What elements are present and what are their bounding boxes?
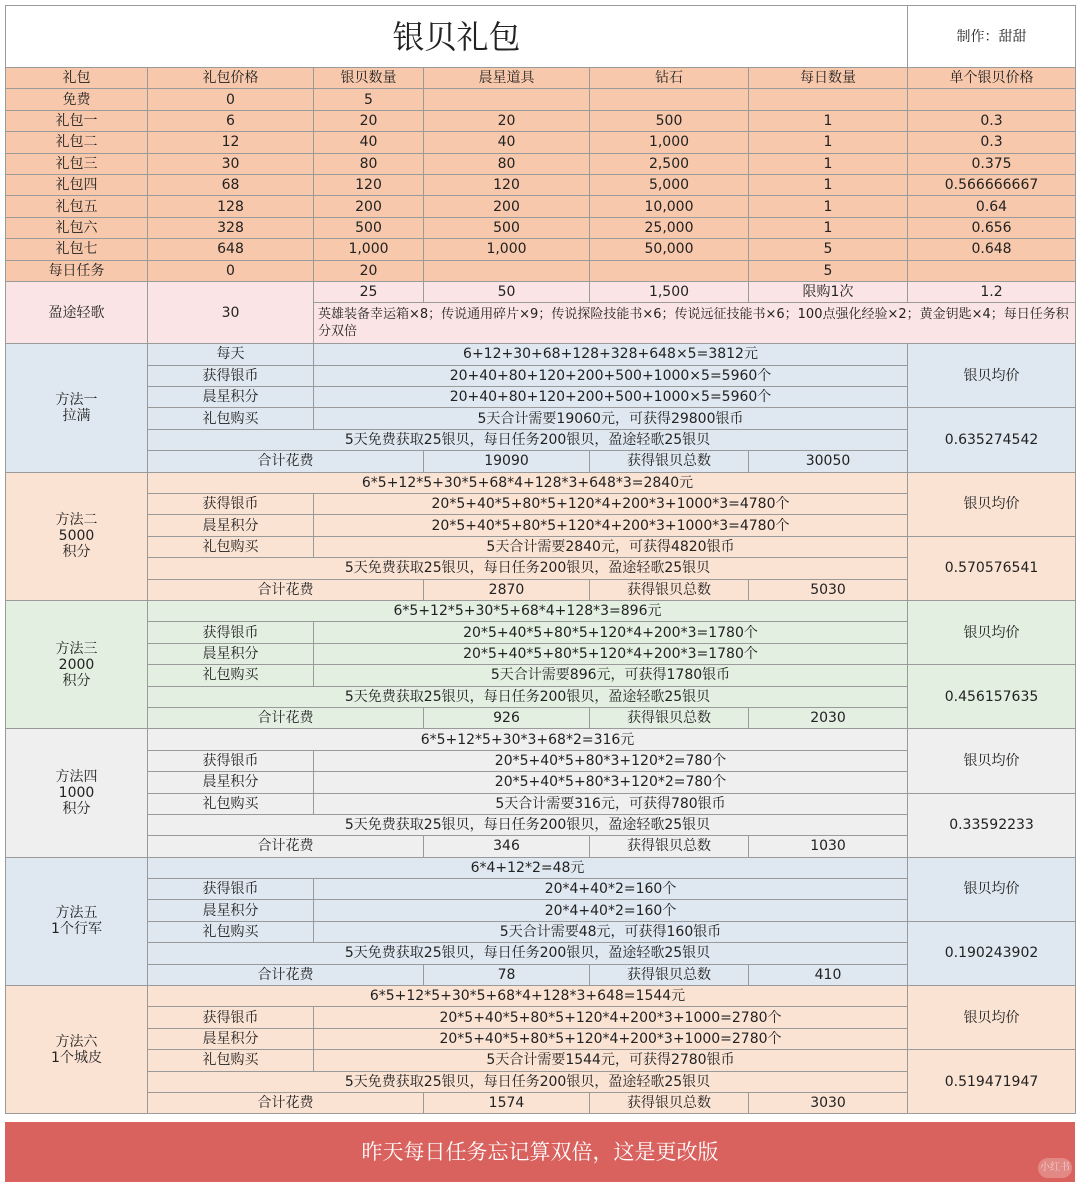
row-label: 礼包购买 — [148, 536, 314, 557]
package-value: 0.375 — [908, 153, 1076, 174]
total-cost-label: 合计花费 — [148, 451, 424, 472]
spreadsheet — [5, 5, 1075, 1123]
free-line: 5天免费获取25银贝，每日任务200银贝，盈途轻歌25银贝 — [148, 814, 908, 835]
avg-value: 0.570576541 — [908, 536, 1076, 600]
row-label: 获得银币 — [148, 494, 314, 515]
package-value: 648 — [148, 239, 314, 260]
package-value: 0 — [148, 89, 314, 110]
package-value — [908, 89, 1076, 110]
total-silver-value: 5030 — [749, 579, 908, 600]
total-silver-value: 30050 — [749, 451, 908, 472]
package-value: 500 — [424, 217, 590, 238]
row-label: 晨星积分 — [148, 643, 314, 664]
package-value: 200 — [314, 196, 424, 217]
package-value: 128 — [148, 196, 314, 217]
total-silver-label: 获得银贝总数 — [590, 964, 749, 985]
row-label: 晨星积分 — [148, 515, 314, 536]
package-value: 1,000 — [424, 239, 590, 260]
column-header: 晨星道具 — [424, 68, 590, 89]
package-value: 500 — [590, 110, 749, 131]
package-value — [590, 89, 749, 110]
package-value — [424, 89, 590, 110]
row-label: 晨星积分 — [148, 900, 314, 921]
package-value: 5,000 — [590, 174, 749, 195]
package-value: 40 — [424, 132, 590, 153]
package-value: 1 — [749, 217, 908, 238]
yingtu-item: 50 — [424, 281, 590, 302]
package-name: 礼包五 — [6, 196, 148, 217]
total-silver-label: 获得银贝总数 — [590, 707, 749, 728]
column-header: 单个银贝价格 — [908, 68, 1076, 89]
total-cost-value: 926 — [424, 707, 590, 728]
method-row — [6, 986, 1076, 1007]
total-cost-value: 1574 — [424, 1092, 590, 1113]
package-value: 20 — [314, 110, 424, 131]
free-line: 5天免费获取25银贝，每日任务200银贝，盈途轻歌25银贝 — [148, 429, 908, 450]
method-row — [6, 344, 1076, 365]
page-title: 银贝礼包 — [6, 6, 908, 68]
purchase-summary: 5天合计需要896元，可获得1780银币 — [314, 665, 908, 686]
points-formula: 20*5+40*5+80*5+120*4+200*3=1780个 — [314, 643, 908, 664]
total-silver-label: 获得银贝总数 — [590, 836, 749, 857]
avg-label: 银贝均价 — [908, 600, 1076, 664]
total-silver-label: 获得银贝总数 — [590, 579, 749, 600]
free-line: 5天免费获取25银贝，每日任务200银贝，盈途轻歌25银贝 — [148, 686, 908, 707]
avg-value: 0.635274542 — [908, 408, 1076, 472]
row-label: 礼包购买 — [148, 921, 314, 942]
cost-formula: 6*5+12*5+30*5+68*4+128*3+648*3=2840元 — [148, 472, 908, 493]
method-name: 方法一 拉满 — [6, 344, 148, 472]
header-row — [6, 68, 1076, 89]
silver-formula: 20*5+40*5+80*3+120*2=780个 — [314, 750, 908, 771]
package-value — [590, 260, 749, 281]
row-label: 晨星积分 — [148, 1028, 314, 1049]
silver-formula: 20*5+40*5+80*5+120*4+200*3+1000*3=4780个 — [314, 494, 908, 515]
silver-formula: 20*5+40*5+80*5+120*4+200*3=1780个 — [314, 622, 908, 643]
silver-formula: 20+40+80+120+200+500+1000×5=5960个 — [314, 365, 908, 386]
row-label: 获得银币 — [148, 879, 314, 900]
points-formula: 20*5+40*5+80*5+120*4+200*3+1000=2780个 — [314, 1028, 908, 1049]
purchase-summary: 5天合计需要316元，可获得780银币 — [314, 793, 908, 814]
total-silver-value: 1030 — [749, 836, 908, 857]
package-value: 5 — [314, 89, 424, 110]
yingtu-name: 盈途轻歌 — [6, 281, 148, 343]
row-label: 礼包购买 — [148, 408, 314, 429]
yingtu-unit-price: 1.2 — [908, 281, 1076, 302]
package-value: 6 — [148, 110, 314, 131]
package-value: 500 — [314, 217, 424, 238]
package-value: 80 — [424, 153, 590, 174]
points-formula: 20*5+40*5+80*5+120*4+200*3+1000*3=4780个 — [314, 515, 908, 536]
total-cost-label: 合计花费 — [148, 1092, 424, 1113]
package-value: 12 — [148, 132, 314, 153]
package-name: 每日任务 — [6, 260, 148, 281]
total-cost-value: 19090 — [424, 451, 590, 472]
package-value: 0.656 — [908, 217, 1076, 238]
points-formula: 20+40+80+120+200+500+1000×5=5960个 — [314, 387, 908, 408]
package-value: 40 — [314, 132, 424, 153]
package-value: 0.64 — [908, 196, 1076, 217]
package-value: 10,000 — [590, 196, 749, 217]
method-row — [6, 1050, 1076, 1071]
package-row — [6, 260, 1076, 281]
package-value — [424, 260, 590, 281]
row-label: 每天 — [148, 344, 314, 365]
method-row — [6, 729, 1076, 750]
package-name: 礼包七 — [6, 239, 148, 260]
method-name: 方法五 1个行军 — [6, 857, 148, 985]
total-silver-value: 3030 — [749, 1092, 908, 1113]
package-value: 0 — [148, 260, 314, 281]
method-name: 方法六 1个城皮 — [6, 986, 148, 1114]
avg-label: 银贝均价 — [908, 344, 1076, 408]
method-row — [6, 536, 1076, 557]
package-name: 礼包三 — [6, 153, 148, 174]
yingtu-diamond: 1,500 — [590, 281, 749, 302]
package-value: 25,000 — [590, 217, 749, 238]
method-name: 方法二 5000 积分 — [6, 472, 148, 600]
package-value: 1 — [749, 110, 908, 131]
package-name: 礼包一 — [6, 110, 148, 131]
method-row — [6, 600, 1076, 621]
package-value: 20 — [424, 110, 590, 131]
package-value: 1 — [749, 196, 908, 217]
package-value: 50,000 — [590, 239, 749, 260]
package-value: 30 — [148, 153, 314, 174]
package-name: 礼包六 — [6, 217, 148, 238]
silver-formula: 20*4+40*2=160个 — [314, 879, 908, 900]
free-line: 5天免费获取25银贝，每日任务200银贝，盈途轻歌25银贝 — [148, 1071, 908, 1092]
row-label: 获得银币 — [148, 750, 314, 771]
row-label: 获得银币 — [148, 622, 314, 643]
package-value: 20 — [314, 260, 424, 281]
cost-formula: 6+12+30+68+128+328+648×5=3812元 — [314, 344, 908, 365]
row-label: 晨星积分 — [148, 772, 314, 793]
author-credit: 制作：甜甜 — [908, 6, 1076, 68]
total-silver-label: 获得银贝总数 — [590, 451, 749, 472]
purchase-summary: 5天合计需要19060元，可获得29800银币 — [314, 408, 908, 429]
package-row — [6, 239, 1076, 260]
package-row — [6, 217, 1076, 238]
yingtu-description: 英雄装备幸运箱×8；传说通用碎片×9；传说探险技能书×6；传说远征技能书×6；100点强化经验×2；黄金钥匙×4；每日任务积分双倍 — [314, 303, 1076, 344]
avg-value: 0.519471947 — [908, 1050, 1076, 1114]
total-cost-label: 合计花费 — [148, 707, 424, 728]
avg-value: 0.33592233 — [908, 793, 1076, 857]
package-value: 200 — [424, 196, 590, 217]
silver-shell-gift-table — [5, 5, 1076, 1114]
yingtu-silver: 25 — [314, 281, 424, 302]
total-silver-value: 2030 — [749, 707, 908, 728]
yingtu-row — [6, 281, 1076, 302]
package-value: 0.3 — [908, 132, 1076, 153]
total-cost-label: 合计花费 — [148, 836, 424, 857]
package-value — [908, 260, 1076, 281]
purchase-summary: 5天合计需要1544元，可获得2780银币 — [314, 1050, 908, 1071]
package-row — [6, 110, 1076, 131]
column-header: 钻石 — [590, 68, 749, 89]
points-formula: 20*5+40*5+80*3+120*2=780个 — [314, 772, 908, 793]
total-cost-label: 合计花费 — [148, 579, 424, 600]
yingtu-limit: 限购1次 — [749, 281, 908, 302]
package-row — [6, 132, 1076, 153]
row-label: 晨星积分 — [148, 387, 314, 408]
cost-formula: 6*5+12*5+30*5+68*4+128*3=896元 — [148, 600, 908, 621]
package-value: 328 — [148, 217, 314, 238]
yingtu-price: 30 — [148, 281, 314, 343]
method-row — [6, 665, 1076, 686]
silver-formula: 20*5+40*5+80*5+120*4+200*3+1000=2780个 — [314, 1007, 908, 1028]
avg-label: 银贝均价 — [908, 729, 1076, 793]
footer-banner: 昨天每日任务忘记算双倍，这是更改版 — [5, 1122, 1075, 1182]
package-row — [6, 153, 1076, 174]
column-header: 银贝数量 — [314, 68, 424, 89]
purchase-summary: 5天合计需要48元，可获得160银币 — [314, 921, 908, 942]
package-value — [749, 89, 908, 110]
package-value: 1 — [749, 132, 908, 153]
avg-value: 0.456157635 — [908, 665, 1076, 729]
total-silver-value: 410 — [749, 964, 908, 985]
total-silver-label: 获得银贝总数 — [590, 1092, 749, 1113]
free-line: 5天免费获取25银贝，每日任务200银贝，盈途轻歌25银贝 — [148, 558, 908, 579]
avg-label: 银贝均价 — [908, 857, 1076, 921]
package-value: 0.648 — [908, 239, 1076, 260]
package-name: 免费 — [6, 89, 148, 110]
package-value: 1,000 — [314, 239, 424, 260]
package-value: 80 — [314, 153, 424, 174]
total-cost-value: 346 — [424, 836, 590, 857]
package-row — [6, 196, 1076, 217]
row-label: 获得银币 — [148, 1007, 314, 1028]
avg-value: 0.190243902 — [908, 921, 1076, 985]
method-row — [6, 472, 1076, 493]
row-label: 获得银币 — [148, 365, 314, 386]
column-header: 礼包价格 — [148, 68, 314, 89]
row-label: 礼包购买 — [148, 1050, 314, 1071]
package-value: 2,500 — [590, 153, 749, 174]
package-value: 120 — [424, 174, 590, 195]
total-cost-value: 2870 — [424, 579, 590, 600]
method-name: 方法三 2000 积分 — [6, 600, 148, 728]
cost-formula: 6*5+12*5+30*3+68*2=316元 — [148, 729, 908, 750]
column-header: 礼包 — [6, 68, 148, 89]
total-cost-label: 合计花费 — [148, 964, 424, 985]
column-header: 每日数量 — [749, 68, 908, 89]
method-name: 方法四 1000 积分 — [6, 729, 148, 857]
package-value: 1 — [749, 153, 908, 174]
avg-label: 银贝均价 — [908, 472, 1076, 536]
points-formula: 20*4+40*2=160个 — [314, 900, 908, 921]
package-row — [6, 174, 1076, 195]
package-row — [6, 89, 1076, 110]
package-value: 1,000 — [590, 132, 749, 153]
package-name: 礼包四 — [6, 174, 148, 195]
method-row — [6, 408, 1076, 429]
cost-formula: 6*5+12*5+30*5+68*4+128*3+648=1544元 — [148, 986, 908, 1007]
package-value: 0.3 — [908, 110, 1076, 131]
package-value: 120 — [314, 174, 424, 195]
package-value: 0.566666667 — [908, 174, 1076, 195]
total-cost-value: 78 — [424, 964, 590, 985]
package-value: 1 — [749, 174, 908, 195]
purchase-summary: 5天合计需要2840元，可获得4820银币 — [314, 536, 908, 557]
method-row — [6, 921, 1076, 942]
row-label: 礼包购买 — [148, 793, 314, 814]
method-row — [6, 793, 1076, 814]
package-value: 68 — [148, 174, 314, 195]
method-row — [6, 857, 1076, 878]
avg-label: 银贝均价 — [908, 986, 1076, 1050]
row-label: 礼包购买 — [148, 665, 314, 686]
watermark: 小红书 — [1038, 1158, 1072, 1178]
package-name: 礼包二 — [6, 132, 148, 153]
free-line: 5天免费获取25银贝，每日任务200银贝，盈途轻歌25银贝 — [148, 943, 908, 964]
package-value: 5 — [749, 239, 908, 260]
cost-formula: 6*4+12*2=48元 — [148, 857, 908, 878]
package-value: 5 — [749, 260, 908, 281]
